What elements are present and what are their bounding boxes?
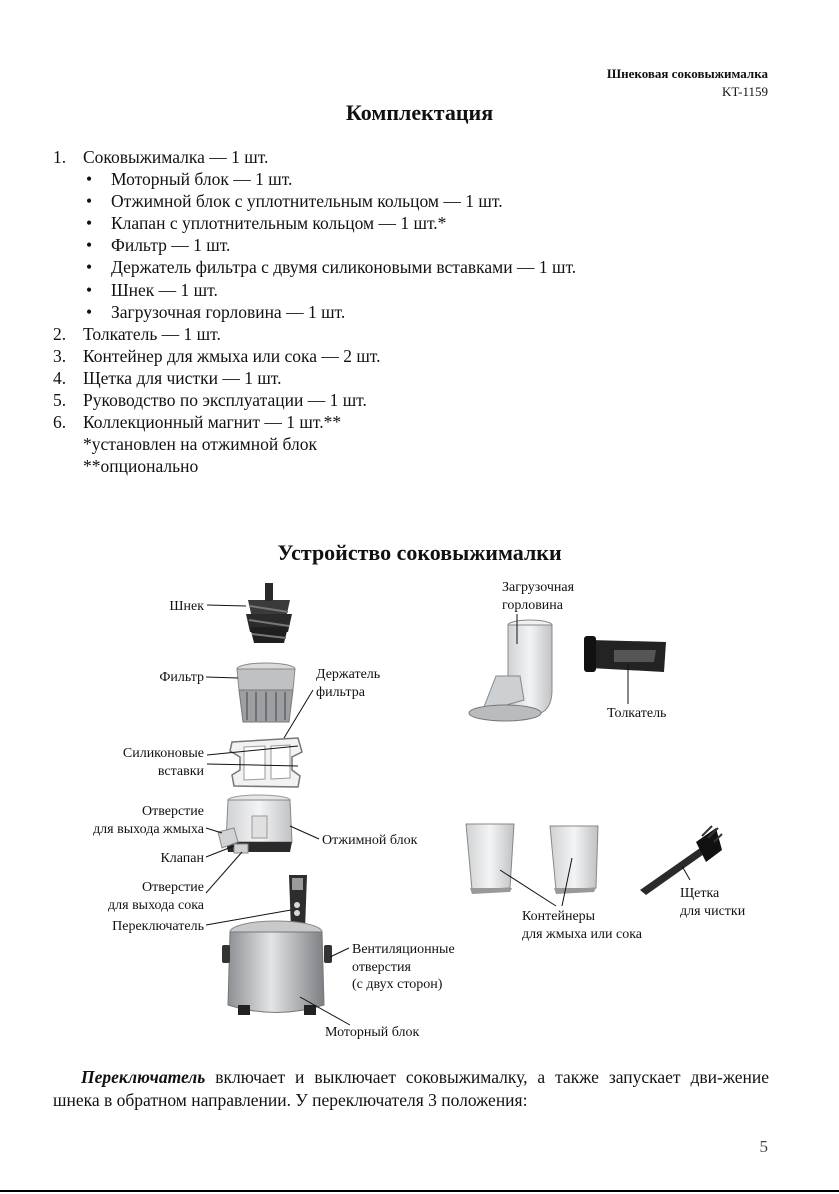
section-title-device: Устройство соковыжималки xyxy=(277,540,562,565)
label-silicone-inserts: Силиконовые вставки xyxy=(122,746,204,779)
label-motor-block: Моторный блок xyxy=(325,1025,420,1040)
document-title: Шнековая соковыжималка xyxy=(606,66,768,81)
hopper-drawing xyxy=(469,620,552,721)
label-pulp-outlet: Отверстие для выхода жмыха xyxy=(93,804,204,837)
auger-drawing xyxy=(246,583,292,643)
motor-block-drawing xyxy=(222,875,332,1015)
label-auger: Шнек xyxy=(169,599,204,614)
filter-holder-drawing xyxy=(230,738,302,787)
bottom-rule xyxy=(0,1190,839,1192)
switch-description xyxy=(53,1066,769,1111)
label-containers: Контейнеры для жмыха или сока xyxy=(522,909,643,942)
label-hopper: Загрузочная горловина xyxy=(502,580,575,613)
label-juicing-block: Отжимной блок xyxy=(322,833,418,848)
label-switch: Переключатель xyxy=(112,919,204,934)
label-pusher: Толкатель xyxy=(607,706,667,721)
label-filter-holder: Держатель фильтра xyxy=(316,667,381,700)
switch-term: Переключатель xyxy=(81,1067,206,1087)
pusher-drawing xyxy=(584,636,666,672)
section-title-contents: Комплектация xyxy=(345,100,494,125)
model-number: KT-1159 xyxy=(722,84,768,99)
switch-description-text: включает и выключает соковыжималку, а также запускает дви-жение шнека в обратном направлении. У переключателя 3 положения: xyxy=(53,1067,769,1110)
label-brush: Щетка для чистки xyxy=(680,886,746,919)
containers-drawing xyxy=(466,824,598,894)
label-vents: Вентиляционные отверстия (с двух сторон) xyxy=(352,942,455,992)
label-valve: Клапан xyxy=(160,851,204,866)
label-juice-outlet: Отверстие для выхода сока xyxy=(108,880,204,913)
juicing-block-drawing xyxy=(218,795,292,853)
filter-drawing xyxy=(237,663,295,722)
label-filter: Фильтр xyxy=(159,670,204,685)
page-number: 5 xyxy=(759,1137,768,1156)
